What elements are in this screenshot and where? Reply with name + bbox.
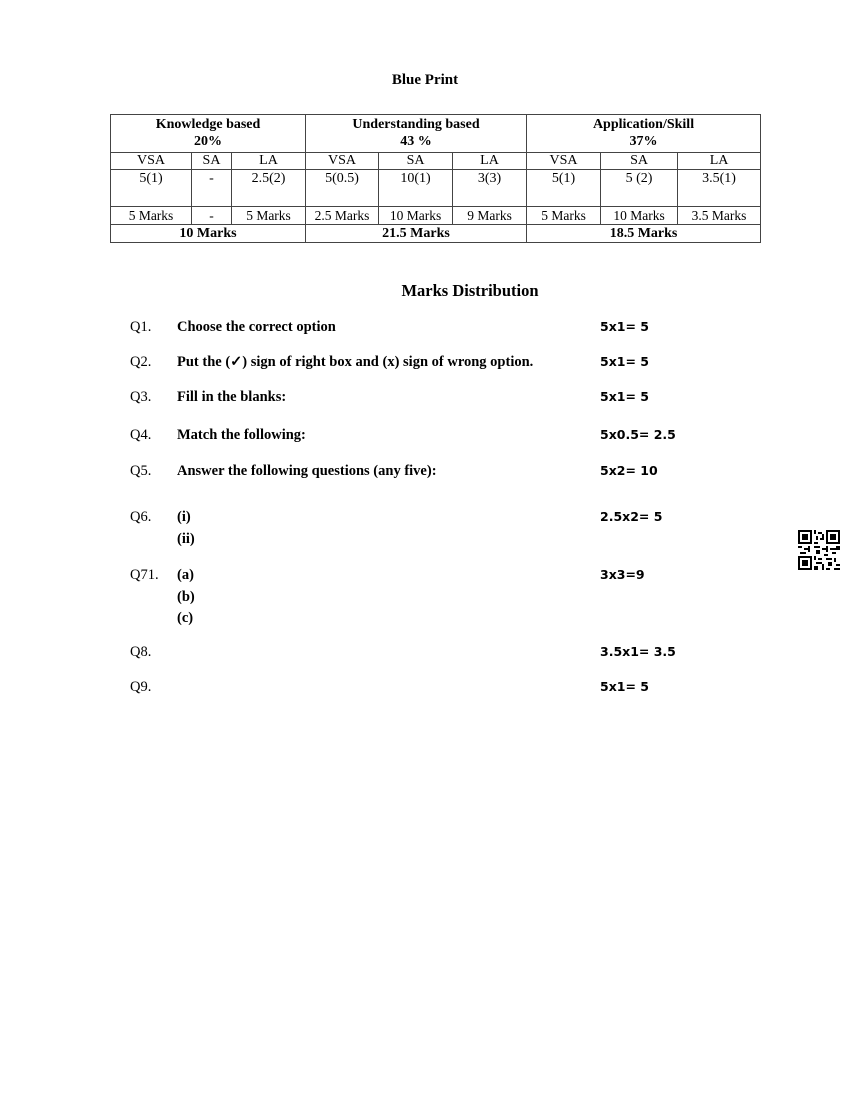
category-row	[111, 115, 761, 153]
question-count-cell: 10(1)	[379, 170, 453, 207]
question-number: Q4.	[130, 427, 152, 443]
marks-cell: 9 Marks	[453, 207, 527, 225]
marks-cell: 2.5 Marks	[306, 207, 379, 225]
question-count-cell: 5(1)	[111, 170, 192, 207]
question-part: (a)	[177, 567, 194, 583]
question-text: Put the (✓) sign of right box and (x) sign of wrong option.	[177, 354, 534, 370]
question-part: (i)	[177, 509, 191, 525]
type-cell: LA	[678, 153, 761, 170]
qr-code-icon	[798, 530, 840, 570]
marks-cell: 5 Marks	[232, 207, 306, 225]
question-number: Q71.	[130, 567, 159, 583]
question-marks: 5x2= 10	[600, 463, 658, 478]
question-marks: 5x1= 5	[600, 319, 649, 334]
marks-cell: 10 Marks	[601, 207, 678, 225]
question-count-cell: -	[192, 170, 232, 207]
type-cell: SA	[601, 153, 678, 170]
question-marks: 5x0.5= 2.5	[600, 427, 676, 442]
question-number: Q6.	[130, 509, 152, 525]
question-marks: 2.5x2= 5	[600, 509, 663, 524]
question-text: Choose the correct option	[177, 319, 336, 335]
category-understanding: Understanding based 43 %	[306, 115, 527, 153]
question-number: Q1.	[130, 319, 152, 335]
total-understanding: 21.5 Marks	[306, 225, 527, 243]
question-text: Fill in the blanks:	[177, 389, 287, 405]
question-part: (c)	[177, 610, 194, 626]
question-marks: 5x1= 5	[600, 389, 649, 404]
question-number: Q3.	[130, 389, 152, 405]
question-text: Match the following:	[177, 427, 306, 443]
type-row	[111, 153, 761, 170]
question-part: (b)	[177, 589, 195, 605]
marks-cell: 10 Marks	[379, 207, 453, 225]
type-cell: LA	[232, 153, 306, 170]
question-number: Q9.	[130, 679, 152, 695]
question-count-cell: 5(1)	[527, 170, 601, 207]
question-number: Q2.	[130, 354, 152, 370]
question-marks: 3x3=9	[600, 567, 645, 582]
total-knowledge: 10 Marks	[111, 225, 306, 243]
question-count-cell: 5 (2)	[601, 170, 678, 207]
marks-cell: 5 Marks	[111, 207, 192, 225]
blueprint-table	[110, 114, 761, 243]
marks-cell: 3.5 Marks	[678, 207, 761, 225]
question-count-cell: 5(0.5)	[306, 170, 379, 207]
type-cell: VSA	[111, 153, 192, 170]
type-cell: LA	[453, 153, 527, 170]
question-count-cell: 3.5(1)	[678, 170, 761, 207]
category-application: Application/Skill 37%	[527, 115, 761, 153]
total-row	[111, 225, 761, 243]
question-count-row	[111, 170, 761, 207]
total-application: 18.5 Marks	[527, 225, 761, 243]
question-count-cell: 3(3)	[453, 170, 527, 207]
question-number: Q5.	[130, 463, 152, 479]
blueprint-title: Blue Print	[391, 72, 459, 88]
question-count-cell: 2.5(2)	[232, 170, 306, 207]
question-marks: 5x1= 5	[600, 354, 649, 369]
type-cell: VSA	[306, 153, 379, 170]
question-part: (ii)	[177, 531, 195, 547]
marks-row	[111, 207, 761, 225]
type-cell: VSA	[527, 153, 601, 170]
type-cell: SA	[192, 153, 232, 170]
question-text: Answer the following questions (any five):	[177, 463, 437, 479]
question-marks: 3.5x1= 3.5	[600, 644, 676, 659]
type-cell: SA	[379, 153, 453, 170]
question-marks: 5x1= 5	[600, 679, 649, 694]
marks-cell: 5 Marks	[527, 207, 601, 225]
question-number: Q8.	[130, 644, 152, 660]
marks-distribution-title: Marks Distribution	[401, 281, 539, 300]
marks-cell: -	[192, 207, 232, 225]
category-knowledge: Knowledge based 20%	[111, 115, 306, 153]
